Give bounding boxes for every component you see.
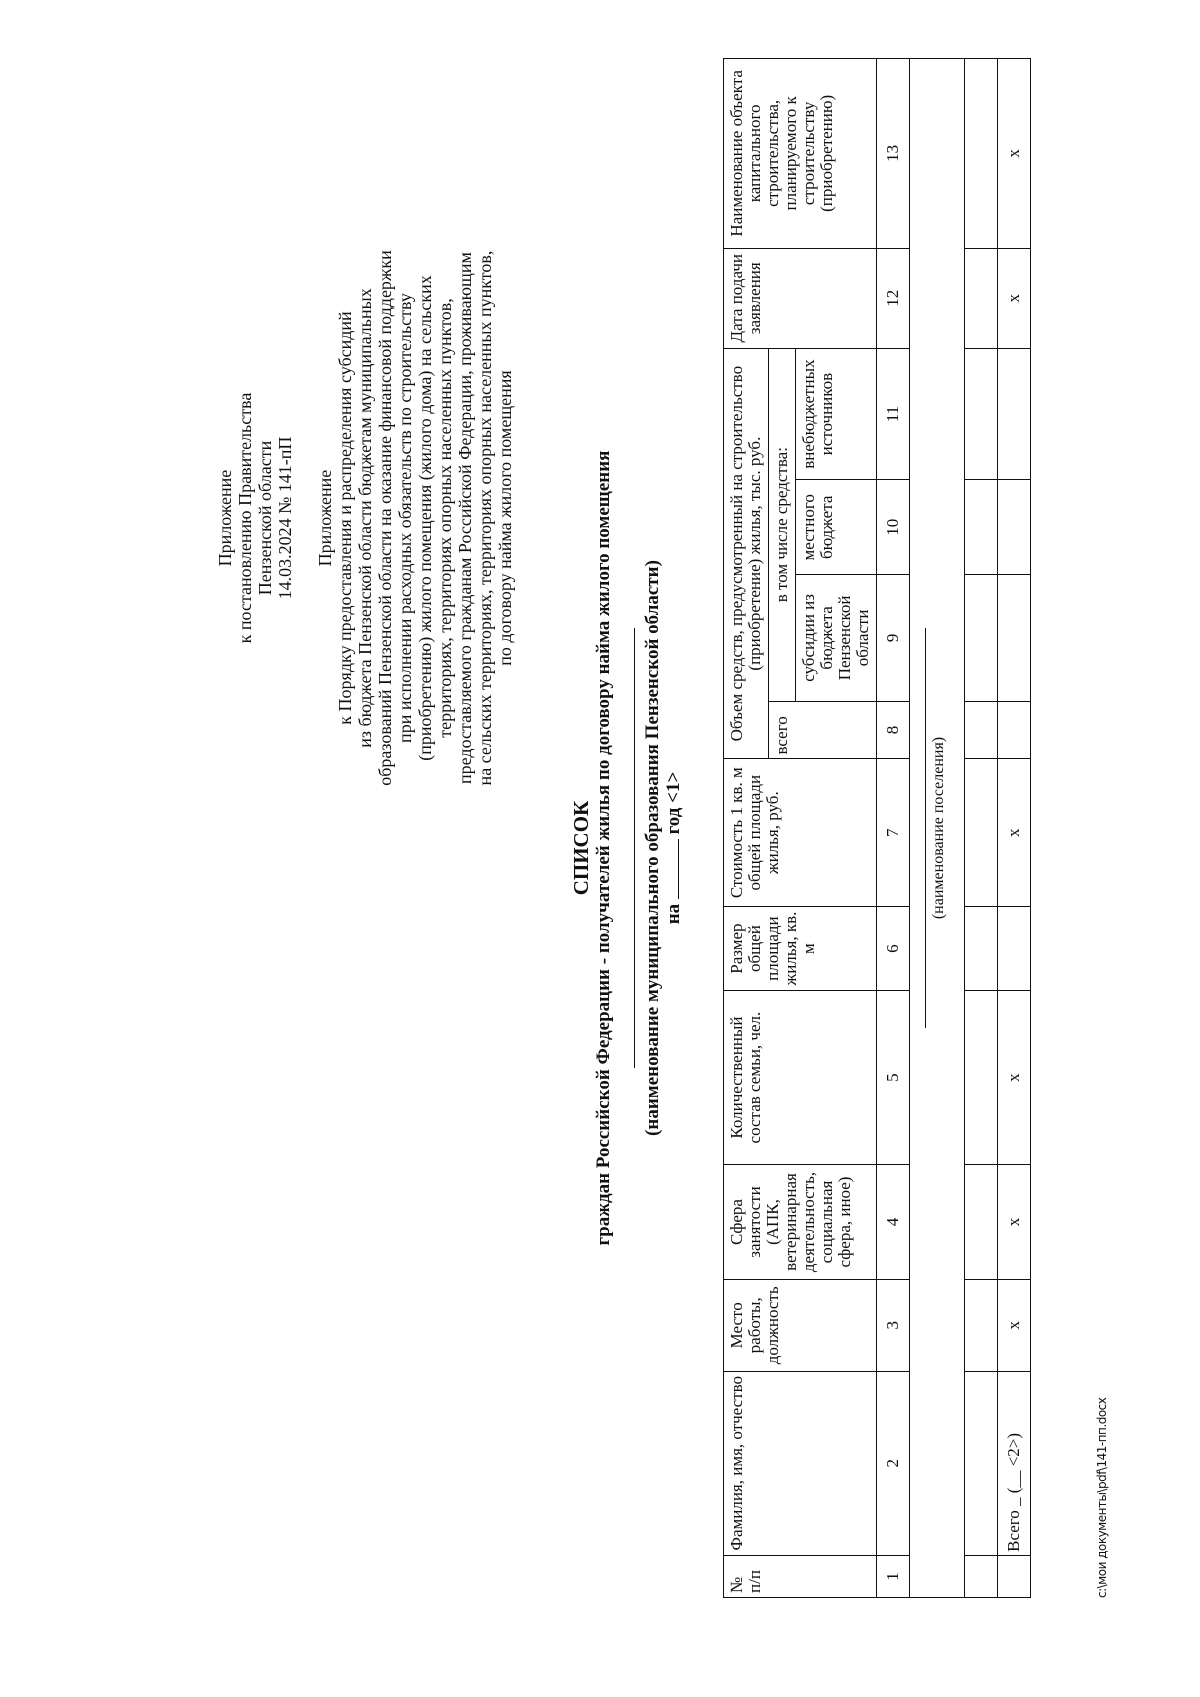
- header-cell: Место работы, должность: [724, 1280, 877, 1372]
- header-cell: внебюджетных источников: [796, 348, 877, 480]
- appendix-title: Приложение: [315, 469, 335, 567]
- column-number: 11: [877, 348, 910, 480]
- settlement-caption: (наименование поселения): [930, 736, 947, 920]
- column-number: 9: [877, 575, 910, 701]
- settlement-fill-line: [913, 628, 926, 1028]
- column-number: 6: [877, 906, 910, 990]
- table-cell: [965, 991, 998, 1165]
- table-cell: [965, 1371, 998, 1555]
- total-cell: [998, 575, 1031, 701]
- year-line: [663, 28, 685, 1668]
- total-cell: x: [998, 248, 1031, 348]
- header-cell: всего: [769, 701, 877, 759]
- header-cell: № п/п: [724, 1555, 877, 1597]
- recipients-table: [723, 58, 1031, 1598]
- document-title-block: [570, 28, 685, 1668]
- appendix-line: Пензенской области: [255, 440, 275, 596]
- header-cell: Стоимость 1 кв. м общей площади жилья, руб.: [724, 759, 877, 906]
- appendix-line: по договору найма жилого помещения: [495, 370, 515, 666]
- appendix-line: территориях, территориях опорных населенных пунктов,: [435, 298, 455, 738]
- table-cell: [965, 1555, 998, 1597]
- column-number-row: [877, 59, 910, 1598]
- total-cell: [998, 348, 1031, 480]
- appendix-date-number: 14.03.2024 № 141-пП: [275, 436, 295, 600]
- appendix-line: из бюджета Пензенской области бюджетам муниципальных: [355, 288, 375, 748]
- appendix-resolution-block: [215, 368, 295, 668]
- table-cell: [965, 248, 998, 348]
- header-cell: субсидии из бюджета Пензенской области: [796, 575, 877, 701]
- column-number: 5: [877, 991, 910, 1165]
- appendix-title: Приложение: [215, 469, 235, 567]
- header-cell: Объем средств, предусмотренный на строительство (приобретение) жилья, тыс. руб.: [724, 348, 769, 759]
- municipality-caption: (наименование муниципального образования Пензенской области): [642, 560, 663, 1136]
- table-cell: [965, 906, 998, 990]
- total-cell: [998, 701, 1031, 759]
- column-number: 10: [877, 480, 910, 575]
- total-cell: x: [998, 759, 1031, 906]
- column-number: 2: [877, 1371, 910, 1555]
- table-cell: [965, 348, 998, 480]
- table-cell: [965, 1280, 998, 1372]
- appendix-line: (приобретению) жилого помещения (жилого дома) на сельских: [415, 275, 435, 761]
- total-row: [998, 59, 1031, 1598]
- header-cell: Сфера занятости (АПК, ветеринарная деятельность, социальная сфера, иное): [724, 1164, 877, 1279]
- total-cell: [998, 906, 1031, 990]
- appendix-line: к постановлению Правительства: [235, 392, 255, 644]
- column-number: 12: [877, 248, 910, 348]
- table-cell: [965, 480, 998, 575]
- header-cell: в том числе средства:: [769, 348, 796, 701]
- column-number: 1: [877, 1555, 910, 1597]
- column-number: 13: [877, 59, 910, 249]
- appendix-line: при исполнении расходных обязательств по строительству: [395, 293, 415, 743]
- table-header-row: [724, 59, 769, 1598]
- municipality-fill-line: [620, 628, 635, 1068]
- total-cell: [998, 480, 1031, 575]
- table-cell: [965, 575, 998, 701]
- appendix-line: на сельских территориях, территориях опорных населенных пунктов,: [475, 250, 495, 786]
- header-cell: Наименование объекта капитального строительства, планируемого к строительству (приобретению): [724, 59, 877, 249]
- table-cell: [998, 1555, 1031, 1597]
- table-cell: [965, 759, 998, 906]
- header-cell: Количественный состав семьи, чел.: [724, 991, 877, 1165]
- year-prefix: на: [663, 903, 684, 925]
- appendix-line: образований Пензенской области на оказание финансовой поддержки: [375, 250, 395, 786]
- settlement-cell: [910, 59, 965, 1598]
- document-subtitle: граждан Российской Федерации - получателей жилья по договору найма жилого помещения: [593, 450, 614, 1246]
- rotated-page: [65, 28, 1135, 1668]
- header-cell: местного бюджета: [796, 480, 877, 575]
- header-cell: Размер общей площади жилья, кв. м: [724, 906, 877, 990]
- column-number: 4: [877, 1164, 910, 1279]
- total-cell: x: [998, 59, 1031, 249]
- year-suffix: год <1>: [663, 771, 684, 835]
- column-number: 3: [877, 1280, 910, 1372]
- appendix-line: предоставляемого гражданам Российской Федерации, проживающим: [455, 252, 475, 784]
- total-cell: x: [998, 1280, 1031, 1372]
- appendix-line: к Порядку предоставления и распределения субсидий: [335, 311, 355, 725]
- header-cell: Дата подачи заявления: [724, 248, 877, 348]
- column-number: 8: [877, 701, 910, 759]
- appendix-order-block: [315, 198, 515, 838]
- file-path-footer: c:\мои документы\pdf\141-пп.docx: [1095, 1397, 1109, 1598]
- total-cell: x: [998, 1164, 1031, 1279]
- total-cell: x: [998, 991, 1031, 1165]
- table-row: [965, 59, 998, 1598]
- table-cell: [965, 1164, 998, 1279]
- header-cell: Фамилия, имя, отчество: [724, 1371, 877, 1555]
- table-cell: [965, 59, 998, 249]
- table-cell: [965, 701, 998, 759]
- settlement-row: [910, 59, 965, 1598]
- year-blank: [664, 839, 679, 899]
- total-label: Всего _ (__ <2>): [998, 1371, 1031, 1555]
- document-title: СПИСОК: [569, 800, 593, 896]
- column-number: 7: [877, 759, 910, 906]
